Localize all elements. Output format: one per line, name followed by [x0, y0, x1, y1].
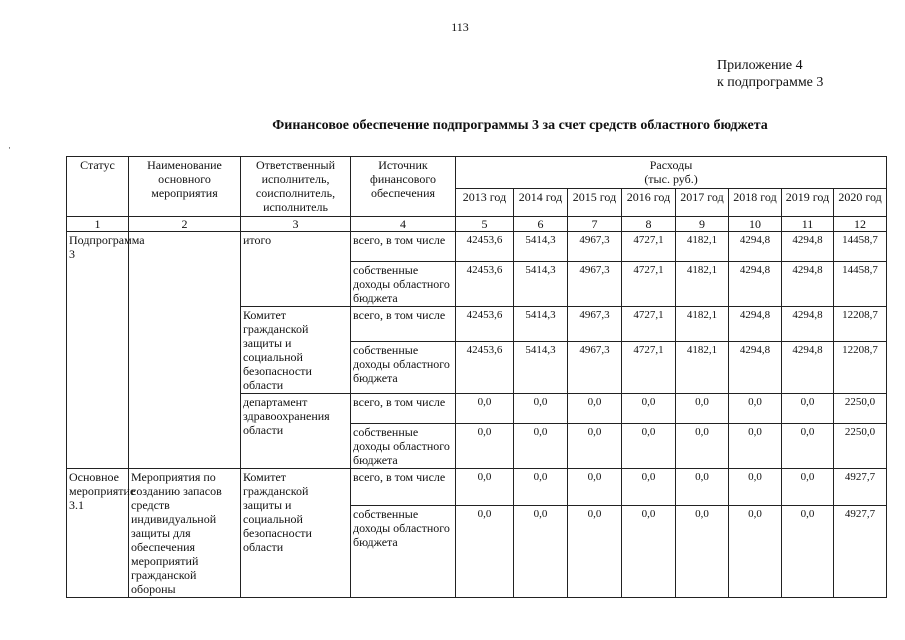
table-row	[67, 469, 887, 506]
source-cell: собственные доходы областного бюджета	[351, 341, 456, 393]
margin-mark: ·	[8, 143, 11, 153]
executor-cell: итого	[241, 232, 351, 307]
page-number: 113	[451, 20, 469, 34]
column-number: 2	[129, 217, 241, 232]
value-cell: 4967,3	[568, 262, 622, 307]
value-cell: 0,0	[622, 394, 676, 424]
value-cell: 0,0	[568, 394, 622, 424]
value-cell: 0,0	[729, 506, 782, 598]
source-cell: собственные доходы областного бюджета	[351, 424, 456, 469]
source-cell: всего, в том числе	[351, 469, 456, 506]
value-cell: 4967,3	[568, 307, 622, 342]
value-cell: 14458,7	[834, 232, 887, 262]
source-cell: всего, в том числе	[351, 232, 456, 262]
value-cell: 0,0	[568, 424, 622, 469]
header-row-1	[67, 157, 887, 189]
value-cell: 4727,1	[622, 307, 676, 342]
value-cell: 4927,7	[834, 506, 887, 598]
value-cell: 4182,1	[676, 341, 729, 393]
column-number: 4	[351, 217, 456, 232]
value-cell: 0,0	[514, 424, 568, 469]
value-cell: 4927,7	[834, 469, 887, 506]
column-number: 8	[622, 217, 676, 232]
value-cell: 0,0	[782, 394, 834, 424]
value-cell: 4967,3	[568, 341, 622, 393]
value-cell: 0,0	[568, 506, 622, 598]
executor-cell: Комитет гражданской защиты и социальной безопасности области	[241, 307, 351, 394]
value-cell: 4182,1	[676, 262, 729, 307]
column-number: 10	[729, 217, 782, 232]
measure-cell	[129, 232, 241, 469]
value-cell: 0,0	[456, 394, 514, 424]
value-cell: 0,0	[729, 424, 782, 469]
header-executor: Ответственный исполнитель, соисполнитель, исполнитель	[241, 157, 351, 217]
appendix-note	[717, 57, 823, 91]
page-title: Финансовое обеспечение подпрограммы 3 за счет средств областного бюджета	[272, 118, 768, 133]
status-cell: Подпрограмма 3	[67, 232, 129, 469]
source-cell: собственные доходы областного бюджета	[351, 506, 456, 598]
value-cell: 14458,7	[834, 262, 887, 307]
value-cell: 4182,1	[676, 232, 729, 262]
value-cell: 4294,8	[782, 341, 834, 393]
value-cell: 0,0	[568, 469, 622, 506]
value-cell: 4294,8	[729, 341, 782, 393]
header-source: Источник финансового обеспечения	[351, 157, 456, 217]
value-cell: 4294,8	[782, 262, 834, 307]
value-cell: 5414,3	[514, 232, 568, 262]
value-cell: 0,0	[676, 394, 729, 424]
value-cell: 0,0	[622, 424, 676, 469]
header-year: 2020 год	[834, 189, 887, 217]
column-number: 9	[676, 217, 729, 232]
value-cell: 12208,7	[834, 341, 887, 393]
status-cell: Основное мероприятие 3.1	[67, 469, 129, 598]
header-expenses	[456, 157, 887, 189]
value-cell: 42453,6	[456, 307, 514, 342]
appendix-line-2: к подпрограмме 3	[717, 75, 824, 90]
value-cell: 0,0	[782, 424, 834, 469]
value-cell: 4967,3	[568, 232, 622, 262]
value-cell: 0,0	[729, 394, 782, 424]
value-cell: 4294,8	[729, 232, 782, 262]
column-number: 12	[834, 217, 887, 232]
column-number: 5	[456, 217, 514, 232]
value-cell: 4182,1	[676, 307, 729, 342]
source-cell: всего, в том числе	[351, 394, 456, 424]
value-cell: 2250,0	[834, 424, 887, 469]
measure-cell: Мероприятия по созданию запасов средств индивидуальной защиты для обеспечения мероприятий гражданской обороны	[129, 469, 241, 598]
value-cell: 5414,3	[514, 341, 568, 393]
table-row	[67, 232, 887, 262]
value-cell: 0,0	[622, 469, 676, 506]
value-cell: 4727,1	[622, 262, 676, 307]
header-year: 2014 год	[514, 189, 568, 217]
column-number-row	[67, 217, 887, 232]
header-expenses-label: Расходы	[649, 158, 693, 172]
header-year: 2016 год	[622, 189, 676, 217]
column-number: 1	[67, 217, 129, 232]
value-cell: 42453,6	[456, 341, 514, 393]
value-cell: 0,0	[729, 469, 782, 506]
header-year: 2019 год	[782, 189, 834, 217]
value-cell: 0,0	[622, 506, 676, 598]
column-number: 6	[514, 217, 568, 232]
value-cell: 42453,6	[456, 262, 514, 307]
column-number: 11	[782, 217, 834, 232]
value-cell: 0,0	[456, 469, 514, 506]
value-cell: 2250,0	[834, 394, 887, 424]
value-cell: 4727,1	[622, 341, 676, 393]
value-cell: 4294,8	[729, 262, 782, 307]
value-cell: 0,0	[676, 424, 729, 469]
header-status: Статус	[67, 157, 129, 217]
header-year: 2015 год	[568, 189, 622, 217]
value-cell: 0,0	[514, 506, 568, 598]
value-cell: 5414,3	[514, 307, 568, 342]
header-year: 2018 год	[729, 189, 782, 217]
value-cell: 0,0	[456, 506, 514, 598]
value-cell: 0,0	[676, 469, 729, 506]
header-name: Наименование основного мероприятия	[129, 157, 241, 217]
value-cell: 0,0	[514, 394, 568, 424]
column-number: 3	[241, 217, 351, 232]
source-cell: всего, в том числе	[351, 307, 456, 342]
value-cell: 12208,7	[834, 307, 887, 342]
header-year: 2017 год	[676, 189, 729, 217]
value-cell: 0,0	[782, 506, 834, 598]
appendix-line-1: Приложение 4	[717, 58, 803, 73]
column-number: 7	[568, 217, 622, 232]
executor-cell: департамент здравоохранения области	[241, 394, 351, 469]
header-expenses-unit: (тыс. руб.)	[644, 172, 698, 186]
finance-table	[66, 156, 887, 598]
source-cell: собственные доходы областного бюджета	[351, 262, 456, 307]
value-cell: 4294,8	[729, 307, 782, 342]
value-cell: 0,0	[782, 469, 834, 506]
value-cell: 5414,3	[514, 262, 568, 307]
value-cell: 4294,8	[782, 307, 834, 342]
value-cell: 4294,8	[782, 232, 834, 262]
value-cell: 42453,6	[456, 232, 514, 262]
value-cell: 0,0	[514, 469, 568, 506]
header-year: 2013 год	[456, 189, 514, 217]
value-cell: 0,0	[456, 424, 514, 469]
value-cell: 4727,1	[622, 232, 676, 262]
value-cell: 0,0	[676, 506, 729, 598]
executor-cell: Комитет гражданской защиты и социальной безопасности области	[241, 469, 351, 598]
